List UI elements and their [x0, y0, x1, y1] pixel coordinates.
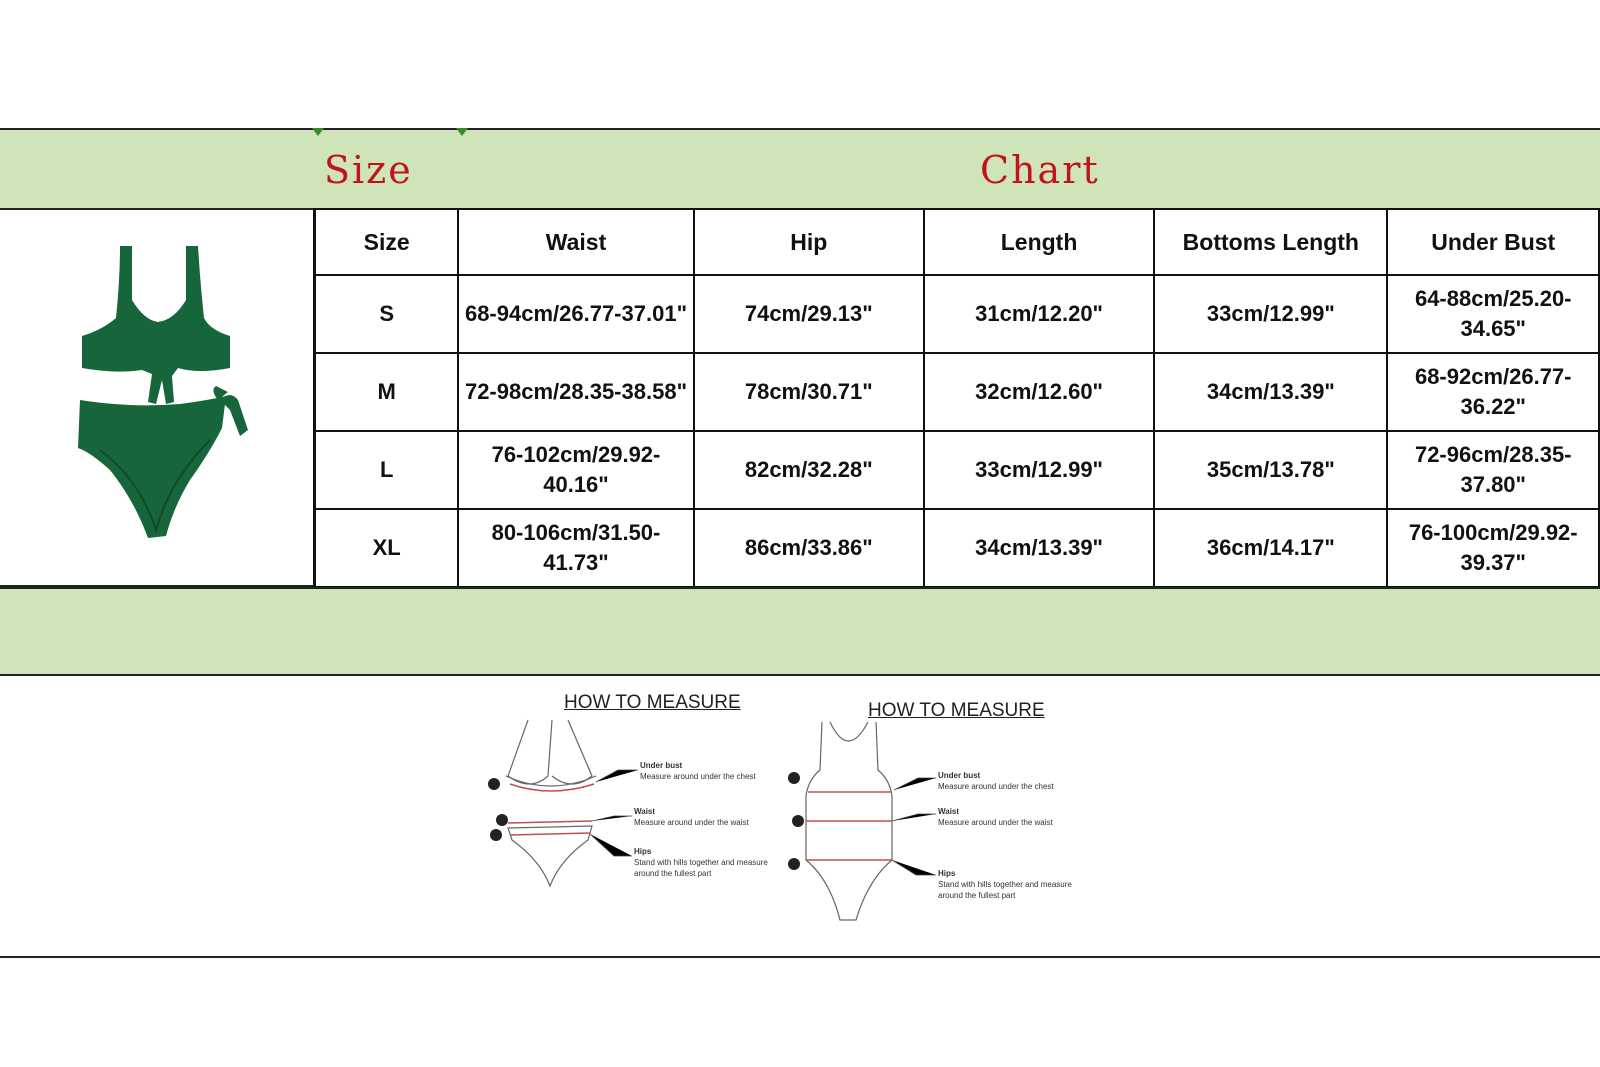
header-band	[0, 128, 1600, 210]
cell-waist: 68-94cm/26.77-37.01"	[458, 275, 693, 353]
col-header-size: Size	[315, 209, 458, 275]
bottom-rule	[0, 956, 1600, 958]
cell-waist: 76-102cm/29.92-40.16"	[458, 431, 693, 509]
cell-waist: 80-106cm/31.50-41.73"	[458, 509, 693, 587]
table-row	[315, 275, 1599, 353]
cell-size: S	[315, 275, 458, 353]
cell-bottoms-length: 33cm/12.99"	[1154, 275, 1387, 353]
col-header-bottoms-length: Bottoms Length	[1154, 209, 1387, 275]
swimsuit-image	[70, 240, 260, 560]
cell-hip: 86cm/33.86"	[694, 509, 924, 587]
cell-length: 33cm/12.99"	[924, 431, 1154, 509]
table-header-row	[315, 209, 1599, 275]
title-chart: Chart	[980, 148, 1100, 192]
cell-size: L	[315, 431, 458, 509]
col-header-waist: Waist	[458, 209, 693, 275]
footer-band	[0, 587, 1600, 676]
cell-under-bust: 68-92cm/26.77-36.22"	[1387, 353, 1599, 431]
col-header-under-bust: Under Bust	[1387, 209, 1599, 275]
cell-size: M	[315, 353, 458, 431]
cell-under-bust: 64-88cm/25.20-34.65"	[1387, 275, 1599, 353]
cell-waist: 72-98cm/28.35-38.58"	[458, 353, 693, 431]
how-to-measure-title-one-piece: HOW TO MEASURE	[868, 700, 1045, 721]
cell-length: 32cm/12.60"	[924, 353, 1154, 431]
cell-bottoms-length: 35cm/13.78"	[1154, 431, 1387, 509]
cell-size: XL	[315, 509, 458, 587]
decor-tick	[312, 128, 324, 136]
cell-under-bust: 72-96cm/28.35-37.80"	[1387, 431, 1599, 509]
table-row	[315, 353, 1599, 431]
cell-hip: 82cm/32.28"	[694, 431, 924, 509]
cell-under-bust: 76-100cm/29.92-39.37"	[1387, 509, 1599, 587]
bikini-measure-diagram	[506, 720, 596, 886]
cell-hip: 74cm/29.13"	[694, 275, 924, 353]
note-under-bust-one-piece: Under bust Measure around under the chest	[938, 771, 1054, 791]
col-header-hip: Hip	[694, 209, 924, 275]
note-hips-one-piece: Hips Stand with hills together and measure around the fullest part	[938, 869, 1072, 900]
frame-line	[0, 208, 314, 210]
table-row	[315, 509, 1599, 587]
decor-tick	[456, 128, 468, 136]
note-hips-bikini: Hips Stand with hills together and measure around the fullest part	[634, 847, 768, 878]
cell-length: 31cm/12.20"	[924, 275, 1154, 353]
note-under-bust-bikini: Under bust Measure around under the chest	[640, 761, 756, 781]
note-waist-bikini: Waist Measure around under the waist	[634, 807, 749, 827]
cell-bottoms-length: 36cm/14.17"	[1154, 509, 1387, 587]
note-waist-one-piece: Waist Measure around under the waist	[938, 807, 1053, 827]
col-header-length: Length	[924, 209, 1154, 275]
title-size: Size	[324, 148, 413, 192]
how-to-measure-section	[480, 680, 1120, 950]
table-row	[315, 431, 1599, 509]
how-to-measure-title-bikini: HOW TO MEASURE	[564, 692, 741, 713]
cell-bottoms-length: 34cm/13.39"	[1154, 353, 1387, 431]
cell-length: 34cm/13.39"	[924, 509, 1154, 587]
cell-hip: 78cm/30.71"	[694, 353, 924, 431]
size-table	[314, 208, 1600, 588]
